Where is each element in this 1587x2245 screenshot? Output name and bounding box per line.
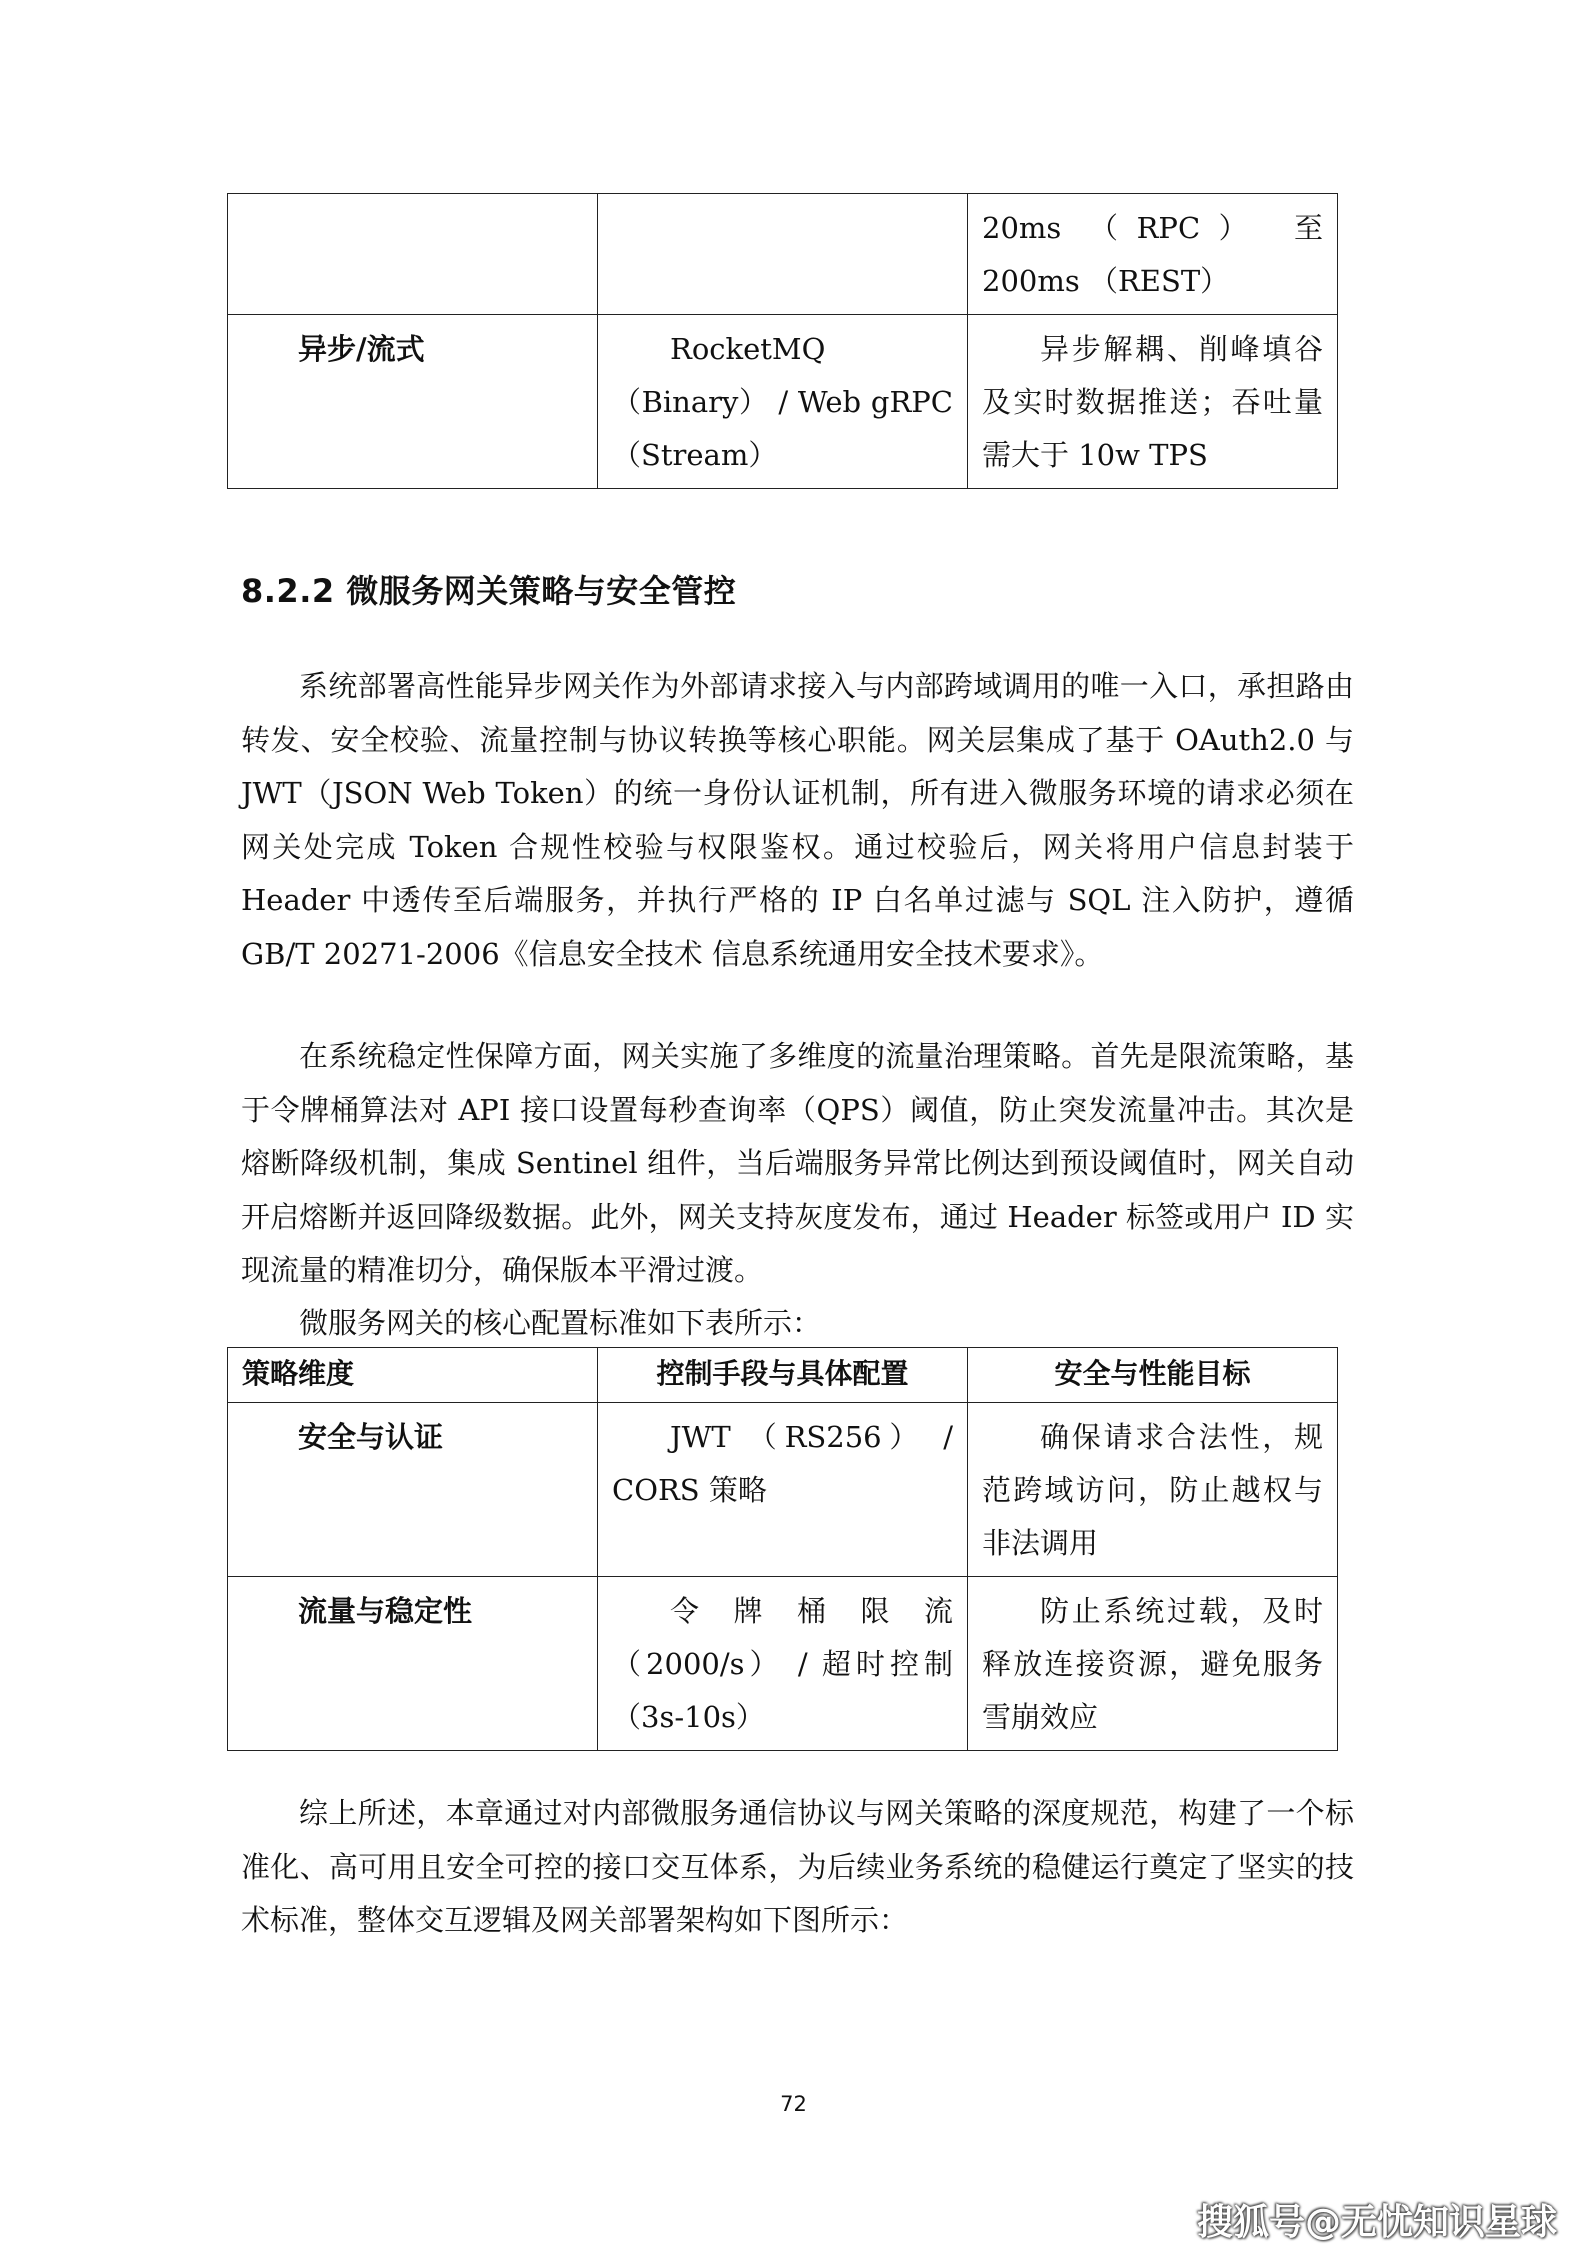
protocol-table — [227, 193, 1338, 489]
table-cell: 安全与认证 — [228, 1403, 598, 1577]
table-cell: 异步/流式 — [228, 315, 598, 489]
watermark: 搜狐号@无忧知识星球 — [1196, 2202, 1557, 2243]
table-cell: 20ms （RPC） 至 200ms （REST） — [968, 194, 1338, 315]
table-cell — [598, 194, 968, 315]
table-cell: 流量与稳定性 — [228, 1577, 598, 1751]
gateway-config-table — [227, 1347, 1338, 1751]
page-number: 72 — [780, 2092, 807, 2116]
table-row — [228, 1403, 1338, 1577]
table-header-cell: 安全与性能目标 — [968, 1348, 1338, 1403]
table-cell: JWT （RS256） / CORS 策略 — [598, 1403, 968, 1577]
table-row — [228, 194, 1338, 315]
table-caption: 微服务网关的核心配置标准如下表所示： — [299, 1306, 822, 1340]
table-cell: 令 牌 桶 限 流 （2000/s） / 超时控制 （3s-10s） — [598, 1577, 968, 1751]
table-row — [228, 315, 1338, 489]
table-cell — [228, 194, 598, 315]
table-header-cell: 控制手段与具体配置 — [598, 1348, 968, 1403]
section-heading: 8.2.2 微服务网关策略与安全管控 — [241, 572, 737, 610]
table-header-cell: 策略维度 — [228, 1348, 598, 1403]
table-row — [228, 1577, 1338, 1751]
table-cell: 异步解耦、削峰填谷及实时数据推送；吞吐量需大于 10w TPS — [968, 315, 1338, 489]
paragraph: 系统部署高性能异步网关作为外部请求接入与内部跨域调用的唯一入口，承担路由转发、安全校验、流量控制与协议转换等核心职能。网关层集成了基于 OAuth2.0 与 JWT（JSON Web Token）的统一身份认证机制，所有进入微服务环境的请求必须在网关处完成 Token 合规性校验与权限鉴权。通过校验后，网关将用户信息封装于 Header 中透传至后端服务，并执行严格的 IP 白名单过滤与 SQL 注入防护，遵循 GB/T 20271-2006《信息安全技术 信息系统通用安全技术要求》。 — [241, 669, 1354, 971]
table-cell: 防止系统过载，及时释放连接资源，避免服务雪崩效应 — [968, 1577, 1338, 1751]
table-header-row — [228, 1348, 1338, 1403]
table-cell: 确保请求合法性，规范跨域访问，防止越权与非法调用 — [968, 1403, 1338, 1577]
table-cell: RocketMQ （Binary） / Web gRPC （Stream） — [598, 315, 968, 489]
paragraph: 综上所述，本章通过对内部微服务通信协议与网关策略的深度规范，构建了一个标准化、高可用且安全可控的接口交互体系，为后续业务系统的稳健运行奠定了坚实的技术标准，整体交互逻辑及网关部署架构如下图所示： — [241, 1796, 1354, 1937]
paragraph: 在系统稳定性保障方面，网关实施了多维度的流量治理策略。首先是限流策略，基于令牌桶算法对 API 接口设置每秒查询率（QPS）阈值，防止突发流量冲击。其次是熔断降级机制，集成 Sentinel 组件，当后端服务异常比例达到预设阈值时，网关自动开启熔断并返回降级数据。此外，网关支持灰度发布，通过 Header 标签或用户 ID 实现流量的精准切分，确保版本平滑过渡。 — [241, 1039, 1354, 1287]
